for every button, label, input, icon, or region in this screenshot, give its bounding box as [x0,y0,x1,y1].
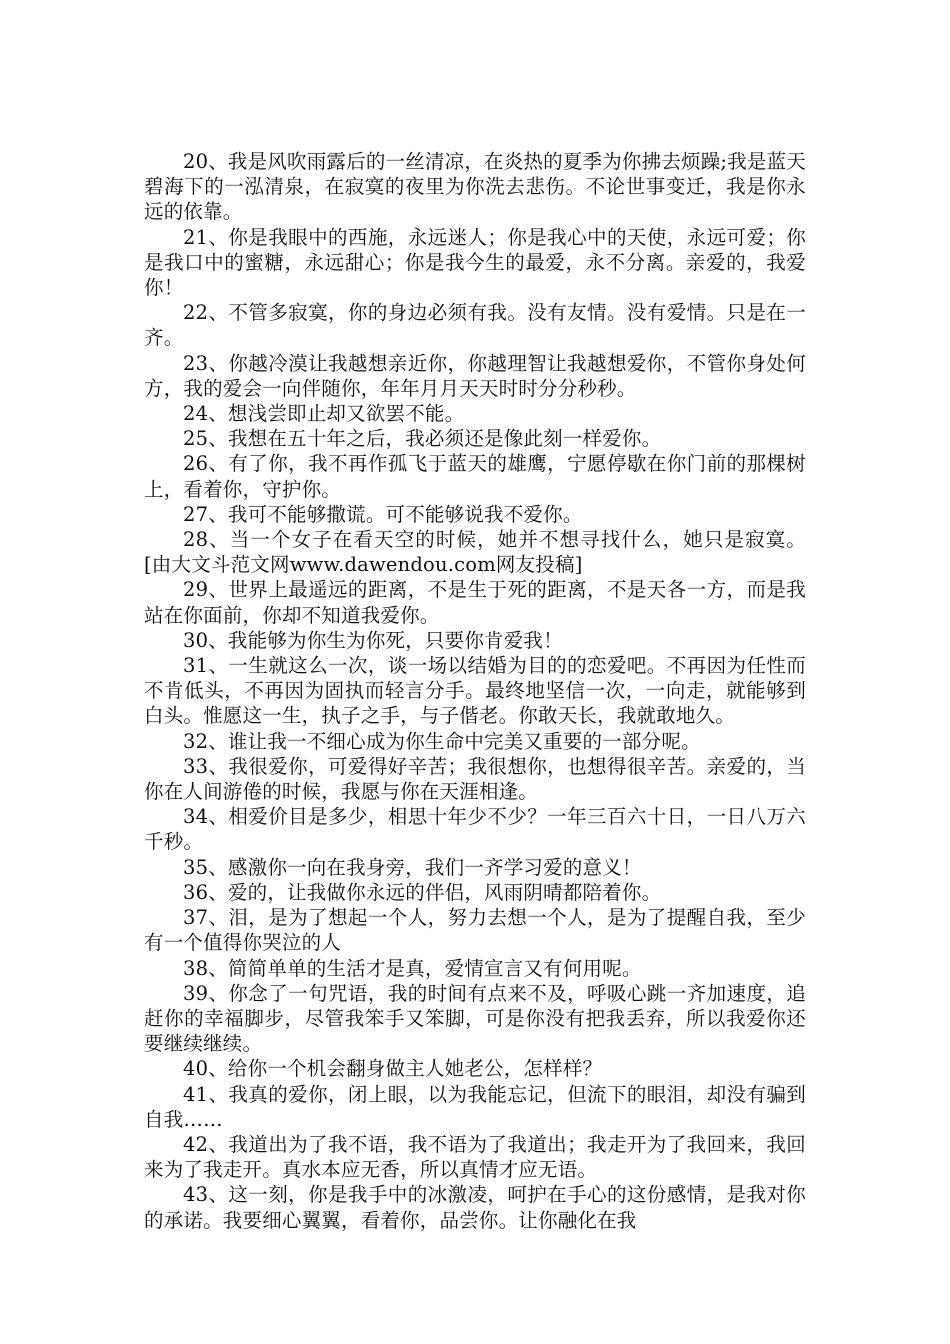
paragraph-42: 42、我道出为了我不语，我不语为了我道出；我走开为了我回来，我回来为了我走开。真水本应无香，所以真情才应无语。 [144,1132,806,1182]
paragraph-27: 27、我可不能够撒谎。可不能够说我不爱你。 [183,502,583,526]
paragraph-30: 30、我能够为你生为你死，只要你肯爱我！ [183,628,563,652]
paragraph-35: 35、感激你一向在我身旁，我们一齐学习爱的意义！ [183,855,642,879]
paragraph-36: 36、爱的，让我做你永远的伴侣，风雨阴晴都陪着你。 [183,880,662,904]
paragraph-40: 40、给你一个机会翻身做主人她老公，怎样样？ [183,1057,603,1081]
paragraph-21: 21、你是我眼中的西施，永远迷人；你是我心中的天使，永远可爱；你是我口中的蜜糖，永远甜心；你是我今生的最爱，永不分离。亲爱的，我爱你！ [144,225,806,300]
paragraph-32: 32、谁让我一不细心成为你生命中完美又重要的一部分呢。 [183,729,701,753]
paragraph-41: 41、我真的爱你，闭上眼，以为我能忘记，但流下的眼泪，却没有骗到自我…… [144,1082,806,1131]
paragraph-26: 26、有了你，我不再作孤飞于蓝天的雄鹰，宁愿停歇在你门前的那棵树上，看着你，守护你。 [144,452,806,501]
paragraph-23: 23、你越冷漠让我越想亲近你，你越理智让我越想爱你，不管你身处何方，我的爱会一向伴随你，年年月月天天时时分分秒秒。 [144,351,806,400]
paragraph-31: 31、一生就这么一次，谈一场以结婚为目的的恋爱吧。不再因为任性而不肯低头，不再因为固执而轻言分手。最终地坚信一次，一向走，就能够到白头。惟愿这一生，执子之手，与子偕老。你敢天长，我就敢地久。 [144,654,806,728]
paragraph-43: 43、这一刻，你是我手中的冰激凌，呵护在手心的这份感情，是我对你的承诺。我要细心翼翼，看着你，品尝你。让你融化在我 [144,1183,806,1232]
paragraph-28: 28、当一个女子在看天空的时候，她并不想寻找什么，她只是寂寞。[由大文斗范文网www.dawendou.com网友投稿] [144,528,806,577]
paragraph-33: 33、我很爱你，可爱得好辛苦；我很想你，也想得很辛苦。亲爱的，当你在人间游倦的时候，我愿与你在天涯相逢。 [144,754,806,804]
paragraph-37: 37、泪，是为了想起一个人，努力去想一个人，是为了提醒自我，至少有一个值得你哭泣的人 [144,906,806,955]
paragraph-29: 29、世界上最遥远的距离，不是生于死的距离，不是天各一方，而是我站在你面前，你却不知道我爱你。 [144,578,806,627]
paragraph-24: 24、想浅尝即止却又欲罢不能。 [183,402,465,426]
paragraph-25: 25、我想在五十年之后，我必须还是像此刻一样爱你。 [183,427,662,451]
paragraph-39: 39、你念了一句咒语，我的时间有点来不及，呼吸心跳一齐加速度，追赶你的幸福脚步，尽管我笨手又笨脚，可是你没有把我丢弃，所以我爱你还要继续继续。 [144,981,806,1056]
paragraph-20: 20、我是风吹雨露后的一丝清凉，在炎热的夏季为你拂去烦躁;我是蓝天碧海下的一泓清泉，在寂寞的夜里为你洗去悲伤。不论世事变迁，我是你永远的依靠。 [144,150,806,224]
paragraph-22: 22、不管多寂寞，你的身边必须有我。没有友情。没有爱情。只是在一齐。 [144,301,806,350]
paragraph-38: 38、简简单单的生活才是真，爱情宣言又有何用呢。 [183,956,642,980]
paragraph-34: 34、相爱价目是多少，相思十年少不少？一年三百六十日，一日八万六千秒。 [144,805,806,854]
document-body [144,149,806,1233]
